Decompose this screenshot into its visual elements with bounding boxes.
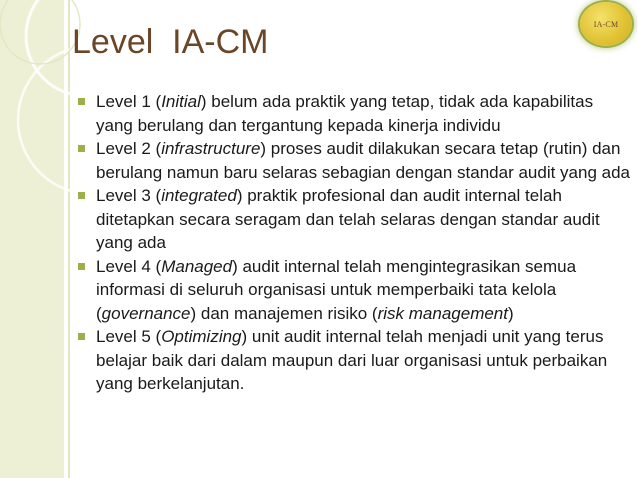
bullet-text: Level 2 (: [96, 139, 162, 158]
bullet-text: ): [507, 303, 514, 323]
square-bullet-icon: [78, 145, 85, 152]
bullet-term: Initial: [161, 92, 201, 111]
bullet-item-level-1: [76, 90, 632, 137]
bullet-text: Level 1 (: [96, 92, 162, 111]
bullet-text: ) dan manajemen risiko (: [190, 303, 378, 323]
bullet-list: [76, 90, 632, 396]
bullet-text: ) belum ada praktik yang tetap, tidak ada kapabilitas yang berulang dan tergantung kepada kinerja individu: [96, 92, 598, 135]
bullet-text: ) unit audit internal telah menjadi unit yang terus belajar baik dari dalam maupun dari luar organisasi untuk perbaikan yang berkelanjutan.: [96, 327, 612, 393]
bullet-term: infrastructure: [161, 139, 261, 158]
bullet-text: ) praktik profesional dan audit internal telah ditetapkan secara seragam dan telah selaras dengan standar audit yang ada: [96, 186, 605, 252]
bullet-term: Optimizing: [161, 327, 242, 346]
bullet-text: Level 4 (: [96, 256, 162, 276]
slide-title: Level IA-CM: [72, 23, 269, 61]
bullet-item-level-5: [76, 325, 632, 396]
logo-text: IA-CM: [593, 19, 619, 29]
bullet-item-level-3: [76, 184, 632, 255]
bullet-text: Level 5 (: [96, 327, 162, 346]
bullet-text: ) audit internal telah mengintegrasikan semua informasi di seluruh organisasi untuk memperbaiki tata kelola (: [96, 256, 581, 323]
bullet-item-level-4: [76, 255, 632, 326]
square-bullet-icon: [78, 333, 85, 340]
bullet-term: integrated: [161, 186, 237, 205]
square-bullet-icon: [78, 98, 85, 105]
bullet-term: governance: [101, 303, 191, 323]
bullet-term: Managed: [161, 256, 233, 276]
bullet-text: ) proses audit dilakukan secara tetap (rutin) dan berulang namun baru selaras sebagian dengan standar audit yang ada: [96, 139, 631, 182]
square-bullet-icon: [78, 263, 85, 270]
bullet-item-level-2: [76, 137, 632, 184]
square-bullet-icon: [78, 192, 85, 199]
ia-cm-logo: [580, 2, 632, 46]
bullet-term: risk management: [377, 303, 508, 323]
bullet-text: Level 3 (: [96, 186, 162, 205]
